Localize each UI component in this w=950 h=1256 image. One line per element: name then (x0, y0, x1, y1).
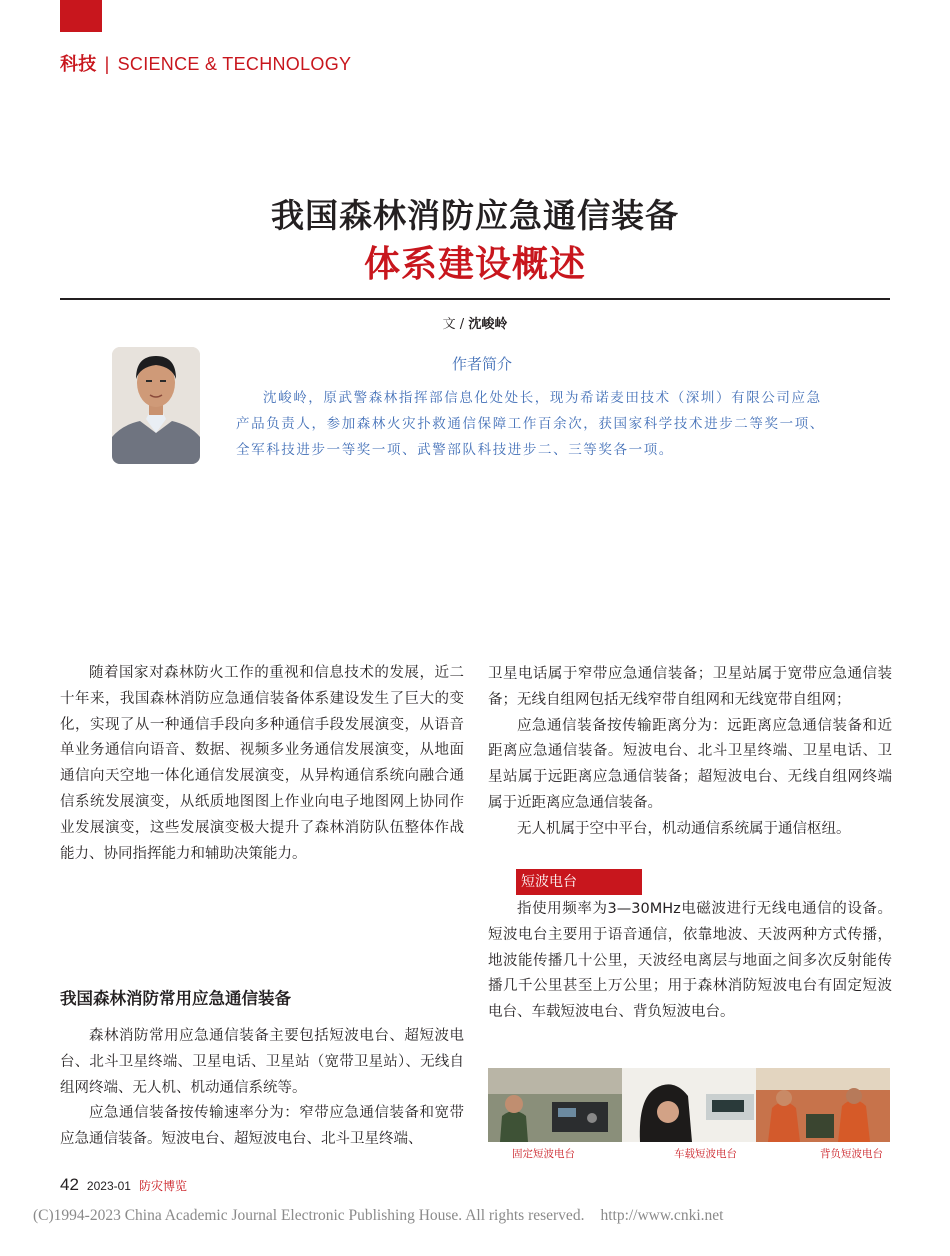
caption-backpack-radio: 背负短波电台 (820, 1148, 883, 1160)
author-portrait (112, 347, 200, 464)
equipment-paragraph: 森林消防常用应急通信装备主要包括短波电台、超短波电台、北斗卫星终端、卫星电话、卫星站（宽带卫星站）、无线自组网终端、无人机、机动通信系统等。 (60, 1028, 464, 1096)
magazine-name: 防灾博览 (138, 1179, 187, 1193)
radio-photos-image (488, 1068, 890, 1142)
uav-paragraph: 无人机属于空中平台，机动通信系统属于通信枢纽。 (517, 820, 851, 837)
section-label-zh: 科技 (60, 54, 97, 74)
bio-text: 沈峻岭，原武警森林指挥部信息化处处长，现为希诺麦田技术（深圳）有限公司应急产品负责人，参加森林火灾扑救通信保障工作百余次，获国家科学技术进步二等奖一项、全军科技进步一等奖一项、武警部队科技进步二、三等奖各一项。 (236, 390, 825, 458)
author-portrait-image (112, 347, 200, 464)
byline-prefix: 文 / (442, 317, 465, 332)
copyright-url: http://www.cnki.net (600, 1207, 724, 1224)
red-corner-tab (60, 0, 102, 32)
page-number: 42 (60, 1175, 79, 1194)
rate-paragraph: 应急通信装备按传输速率分为：窄带应急通信装备和宽带应急通信装备。短波电台、超短波电台、北斗卫星终端、 (60, 1105, 464, 1148)
bio-heading: 作者简介 (452, 355, 513, 373)
title-rule (60, 298, 890, 300)
section-label-en: SCIENCE & TECHNOLOGY (117, 54, 352, 74)
caption-fixed-radio: 固定短波电台 (512, 1148, 575, 1160)
shortwave-tag: 短波电台 (516, 869, 642, 895)
column-right-top (488, 662, 892, 843)
copyright-text: (C)1994-2023 China Academic Journal Electronic Publishing House. All rights reserved. (33, 1207, 585, 1224)
issue-date: 2023-01 (86, 1179, 131, 1193)
caption-vehicle-radio: 车载短波电台 (674, 1148, 737, 1160)
column-right-bottom (488, 897, 892, 1026)
shortwave-paragraph: 指使用频率为3—30MHz电磁波进行无线电通信的设备。短波电台主要用于语音通信，依靠地波、天波两种方式传播，地波能传播几十公里，天波经电离层与地面之间多次反射能传播几千公里甚至上万公里；用于森林消防短波电台有固定短波电台、车载短波电台、背负短波电台。 (488, 901, 892, 1021)
byline (0, 313, 950, 332)
column-left-top (60, 661, 464, 867)
intro-paragraph: 随着国家对森林防火工作的重视和信息技术的发展，近二十年来，我国森林消防应急通信装备体系建设发生了巨大的变化，实现了从一种通信手段向多种通信手段发展演变，从语音单业务通信向语音、数据、视频多业务通信发展演变，从地面通信向天空地一体化通信发展演变，从异构通信系统向融合通信系统发展演变，从纸质地图图上作业向电子地图网上协同作业发展演变，这些发展演变极大提升了森林消防队伍整体作战能力、协同指挥能力和辅助决策能力。 (60, 665, 464, 862)
section-label (60, 50, 351, 76)
article-title-line1: 我国森林消防应急通信装备 (271, 196, 679, 235)
byline-author: 沈峻岭 (468, 317, 508, 332)
radio-photo-strip (488, 1068, 890, 1142)
rate-paragraph-continued: 卫星电话属于窄带应急通信装备；卫星站属于宽带应急通信装备；无线自组网包括无线窄带自组网和无线宽带自组网； (488, 666, 892, 708)
page-footer (60, 1175, 187, 1195)
article-title-line2: 体系建设概述 (363, 244, 586, 285)
copyright-watermark (33, 1207, 723, 1225)
section-separator: | (104, 54, 110, 74)
column-left-bottom (60, 1024, 464, 1153)
section-heading: 我国森林消防常用应急通信装备 (60, 989, 291, 1008)
distance-paragraph: 应急通信装备按传输距离分为：远距离应急通信装备和近距离应急通信装备。短波电台、北斗卫星终端、卫星电话、卫星站属于远距离应急通信装备；超短波电台、无线自组网终端属于近距离应急通信装备。 (488, 717, 892, 811)
